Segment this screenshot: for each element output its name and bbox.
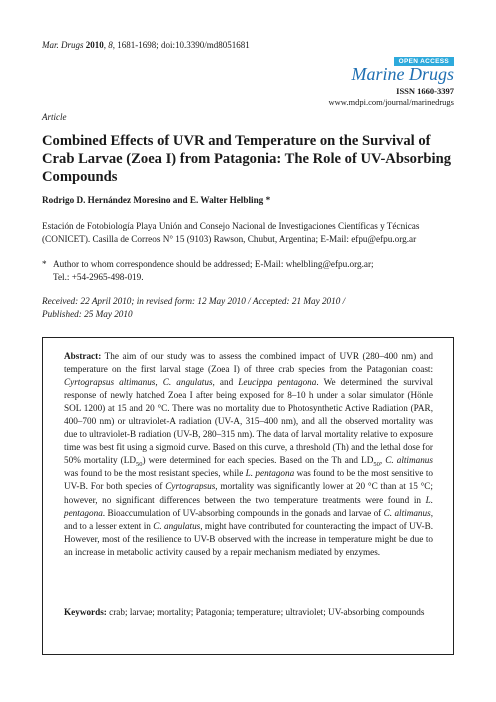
correspondence-line-1 bbox=[42, 258, 462, 271]
abstract-text: , mortality was significantly lower at 20 °C than at 15 °C; however, no significant differences between the two temperature treatments were found in bbox=[64, 481, 433, 505]
issn: ISSN 1660-3397 bbox=[396, 86, 454, 96]
journal-year: 2010 bbox=[85, 40, 104, 50]
abstract-text: , and bbox=[212, 377, 239, 388]
abstract-text: , might have contributed for counteracting the impact of UV-B. However, most of the resilience to UV-B observed with the increase in temperature might be due to an increase in metabolic activity caused by a repair mechanism mediated by enzymes. bbox=[64, 520, 433, 557]
abstract-text: , and to a lesser extent in bbox=[64, 507, 433, 531]
species-name: C. angulatus bbox=[162, 377, 213, 388]
correspondence bbox=[42, 258, 462, 284]
article-type: Article bbox=[42, 112, 67, 122]
species-name: C. altimanus bbox=[383, 507, 431, 518]
subscript: 50 bbox=[373, 461, 380, 469]
journal-abbrev: Mar. Drugs bbox=[42, 40, 84, 50]
authors: Rodrigo D. Hernández Moresino and E. Walter Helbling * bbox=[42, 195, 271, 205]
keywords-text: crab; larvae; mortality; Patagonia; temperature; ultraviolet; UV-absorbing compounds bbox=[106, 607, 425, 617]
abstract-text: . Bioaccumulation of UV-absorbing compounds in the gonads and larvae of bbox=[102, 507, 384, 518]
correspondence-star: * bbox=[42, 259, 47, 269]
publication-dates bbox=[42, 295, 462, 321]
correspondence-phone: Tel.: +54-2965-498-019. bbox=[53, 272, 144, 282]
subscript: 50 bbox=[135, 461, 143, 469]
abstract-text: , bbox=[155, 377, 163, 388]
journal-name: Marine Drugs bbox=[351, 64, 454, 84]
open-access-badge: OPEN ACCESS bbox=[394, 57, 454, 66]
keywords-label: Keywords: bbox=[64, 607, 107, 617]
pages-doi: , 1681-1698; doi:10.3390/md8051681 bbox=[112, 40, 250, 50]
species-name: L. pentagona bbox=[64, 494, 433, 518]
species-name: Cyrtograpsus bbox=[165, 481, 216, 492]
keywords bbox=[64, 606, 433, 619]
abstract-text: , bbox=[379, 455, 386, 466]
article-title: Combined Effects of UVR and Temperature on the Survival of Crab Larvae (Zoea I) from Patagonia: The Role of UV-Absorbing Compounds bbox=[42, 133, 452, 185]
abstract-text: . We determined the survival response of newly hatched Zoea I after being exposed for 8–10 h under a solar simulator (Hönle SOL 1200) at 15 and 20 °C. There was no mortality due to Photosynthetic Active Radiation (PAR, 400–700 nm) or ultraviolet-A radiation (UV-A, 315–400 nm), and all the observed mortality was due to ultraviolet-B radiation (UV-B, 280–315 nm). The data of larval mortality relative to exposure time was best fit using a sigmoid curve. Based on this curve, a threshold (Th) and the lethal dose for 50% mortality (LD bbox=[64, 377, 434, 466]
journal-citation: Mar. Drugs 2010, 8, 1681-1698; doi:10.3390/md8051681 bbox=[42, 40, 250, 50]
species-name: Cyrtograpsus altimanus bbox=[64, 377, 156, 388]
species-name: C. altimanus bbox=[385, 455, 433, 466]
correspondence-email: Author to whom correspondence should be addressed; E-Mail: whelbling@efpu.org.ar; bbox=[53, 259, 374, 269]
species-name: C. angulatus bbox=[153, 520, 201, 531]
abstract-text: was found to be the most sensitive to UV-B. For both species of bbox=[64, 468, 433, 492]
abstract-text: The aim of our study was to assess the combined impact of UVR (280–400 nm) and temperature on the first larval stage (Zoea I) of three crab species from the Patagonian coast: bbox=[64, 351, 433, 375]
journal-url[interactable]: www.mdpi.com/journal/marinedrugs bbox=[328, 97, 454, 107]
received-accepted-dates: Received: 22 April 2010; in revised form: 12 May 2010 / Accepted: 21 May 2010 / bbox=[42, 296, 346, 306]
affiliation: Estación de Fotobiología Playa Unión and Consejo Nacional de Investigaciones Científicas y Técnicas (CONICET). Casilla de Correos N° 15 (9103) Rawson, Chubut, Argentina; E-Mail: efpu@efpu.org.ar bbox=[42, 221, 420, 244]
published-date: Published: 25 May 2010 bbox=[42, 309, 133, 319]
journal-volume: 8 bbox=[108, 40, 113, 50]
abstract bbox=[64, 350, 433, 559]
abstract-label: Abstract: bbox=[64, 351, 102, 361]
abstract-text: ) were determined for each species. Based on the Th and LD bbox=[142, 455, 374, 466]
abstract-text: was found to be the most resistant species, while bbox=[64, 468, 246, 479]
species-name: Leucippa pentagona bbox=[238, 377, 317, 388]
species-name: L. pentagona bbox=[245, 468, 295, 479]
